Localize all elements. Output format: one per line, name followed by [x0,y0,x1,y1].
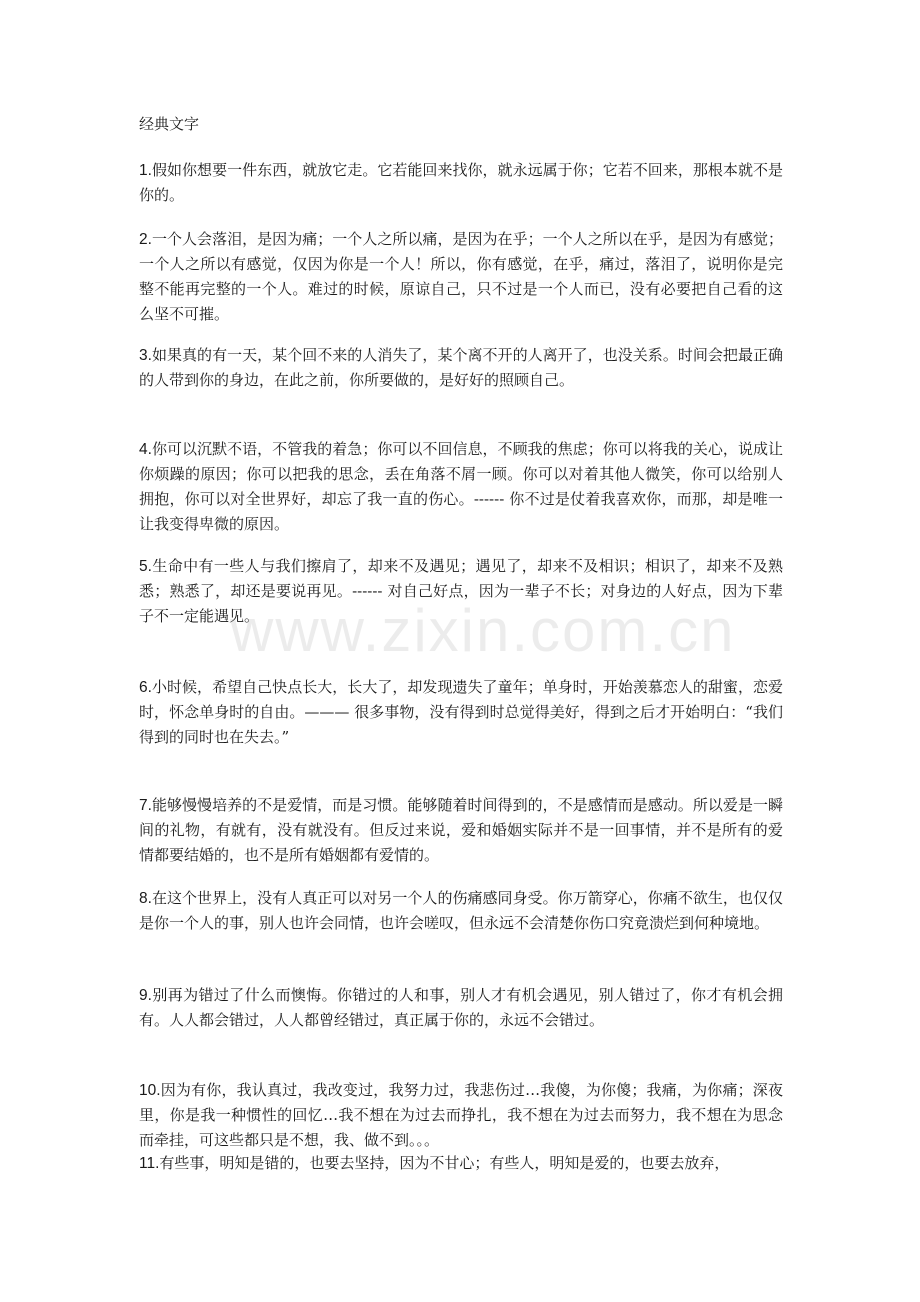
paragraph-number: 6. [139,679,152,696]
paragraph-text: 假如你想要一件东西，就放它走。它若能回来找你，就永远属于你；它若不回来，那根本就不是你的。 [139,161,783,204]
paragraph-number: 10. [139,1082,161,1099]
paragraph-text: 因为有你，我认真过，我改变过，我努力过，我悲伤过…我傻，为你傻；我痛，为你痛；深夜里，你是我一种惯性的回忆…我不想在为过去而挣扎，我不想在为过去而努力，我不想在为思念而牵挂，可这些都只是不想，我、做不到。。。 [139,1081,783,1149]
paragraph-text: 生命中有一些人与我们擦肩了，却来不及遇见；遇见了，却来不及相识；相识了，却来不及熟悉；熟悉了，却还是要说再见。------ 对自己好点，因为一辈子不长；对身边的人好点，因为下辈子不一定能遇见。 [139,557,783,625]
paragraph-text: 能够慢慢培养的不是爱情，而是习惯。能够随着时间得到的，不是感情而是感动。所以爱是一瞬间的礼物，有就有，没有就没有。但反过来说，爱和婚姻实际并不是一回事情，并不是所有的爱情都要结婚的，也不是所有婚姻都有爱情的。 [139,796,783,864]
paragraph-text: 小时候，希望自己快点长大，长大了，却发现遗失了童年；单身时，开始羡慕恋人的甜蜜，恋爱时，怀念单身时的自由。——— 很多事物，没有得到时总觉得美好，得到之后才开始明白：“我们得到的同时也在失去。” [139,678,783,746]
paragraph-11 [139,1151,783,1176]
paragraph-number: 4. [139,441,152,458]
paragraph-1 [139,158,783,208]
paragraph-text: 在这个世界上，没有人真正可以对另一个人的伤痛感同身受。你万箭穿心，你痛不欲生，也仅仅是你一个人的事，别人也许会同情，也许会嗟叹，但永远不会清楚你伤口究竟溃烂到何种境地。 [139,889,783,932]
paragraph-7 [139,793,783,868]
paragraph-8 [139,886,783,936]
paragraph-number: 3. [139,347,152,364]
paragraph-number: 9. [139,987,152,1004]
watermark: www.zixin.com.cn [230,597,736,664]
paragraph-number: 8. [139,890,152,907]
paragraph-text: 你可以沉默不语，不管我的着急；你可以不回信息，不顾我的焦虑；你可以将我的关心，说成让你烦躁的原因；你可以把我的思念，丢在角落不屑一顾。你可以对着其他人微笑，你可以给别人拥抱，你可以对全世界好，却忘了我一直的伤心。------ 你不过是仗着我喜欢你，而那，却是唯一让我变得卑微的原因。 [139,440,783,533]
paragraph-number: 5. [139,558,152,575]
paragraph-number: 7. [139,797,152,814]
paragraph-5 [139,554,783,629]
paragraph-text: 如果真的有一天，某个回不来的人消失了，某个离不开的人离开了，也没关系。时间会把最正确的人带到你的身边，在此之前，你所要做的，是好好的照顾自己。 [139,346,783,389]
paragraph-text: 别再为错过了什么而懊悔。你错过的人和事，别人才有机会遇见，别人错过了，你才有机会拥有。人人都会错过，人人都曾经错过，真正属于你的，永远不会错过。 [139,986,783,1029]
document-title: 经典文字 [139,115,200,133]
paragraph-text: 一个人会落泪，是因为痛；一个人之所以痛，是因为在乎；一个人之所以在乎，是因为有感觉；一个人之所以有感觉，仅因为你是一个人！所以，你有感觉，在乎，痛过，落泪了，说明你是完整不能再完整的一个人。难过的时候，原谅自己，只不过是一个人而已，没有必要把自己看的这么坚不可摧。 [139,230,783,323]
paragraph-10 [139,1078,783,1153]
paragraph-text: 有些事，明知是错的，也要去坚持，因为不甘心；有些人，明知是爱的，也要去放弃， [159,1154,730,1172]
paragraph-number: 2. [139,231,152,248]
paragraph-4 [139,437,783,537]
paragraph-9 [139,983,783,1033]
paragraph-6 [139,675,783,750]
paragraph-number: 1. [139,162,152,179]
paragraph-number: 11. [139,1155,160,1172]
paragraph-3 [139,343,783,393]
paragraph-2 [139,227,783,327]
